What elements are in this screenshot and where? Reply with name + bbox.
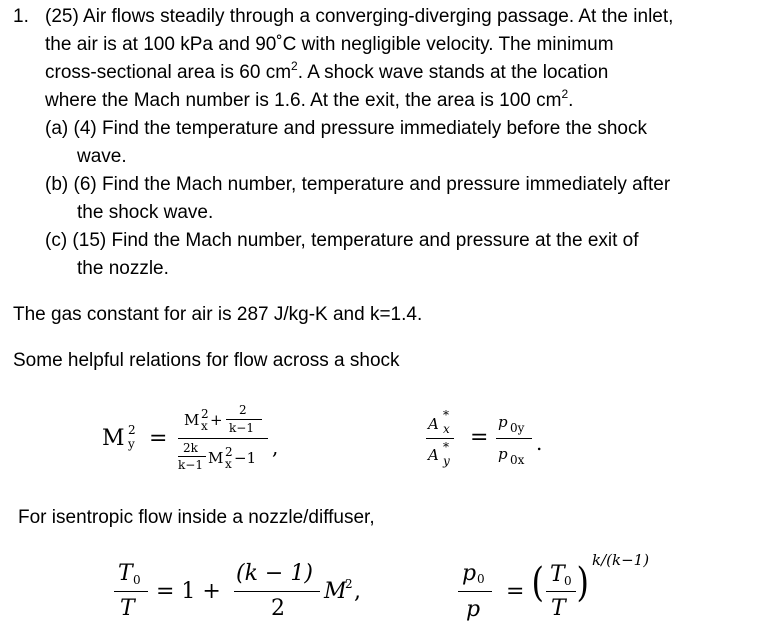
eq3-right-bar [234, 591, 320, 592]
eq2-p-den: p [498, 445, 508, 463]
eq4-exponent: k/(k−1) [592, 551, 650, 569]
eq2-a-num-sub: x [443, 422, 450, 436]
part-c-line-1: (c) (15) Find the Mach number, temperature and pressure at the exit of [45, 230, 639, 251]
part-c-line-2: the nozzle. [77, 258, 169, 279]
eq4-in-num: T [550, 562, 565, 587]
eq3-num: T [118, 561, 133, 586]
problem-line-1: (25) Air flows steadily through a converging-diverging passage. At the inlet, [45, 6, 674, 27]
eq4-num: p [462, 561, 477, 586]
eq1-den-tail: −1 [234, 449, 257, 467]
eq3-frac-num: (k − 1) [236, 561, 313, 586]
problem-line-3-tail: . A shock wave stands at the location [297, 62, 609, 83]
eq1-main-bar [178, 438, 268, 439]
eq1-den-m: M [208, 449, 224, 467]
eq4-equals: = [506, 579, 525, 604]
shock-relations-text: Some helpful relations for flow across a shock [13, 350, 400, 371]
eq2-p-num: p [498, 413, 508, 431]
eq3-frac-den: 2 [271, 596, 285, 621]
eq4-lparen: ( [531, 560, 545, 606]
problem-line-2: the air is at 100 kPa and 90˚C with negligible velocity. The minimum [45, 34, 614, 55]
eq1-equals: = [149, 426, 168, 451]
eq1-num-sub: x [201, 419, 208, 433]
gas-constant-text: The gas constant for air is 287 J/kg-K and k=1.4. [13, 304, 423, 325]
problem-number: 1. [13, 6, 29, 27]
eq1-lhs-sub: y [128, 437, 135, 451]
eq1-lhs-sup: 2 [128, 423, 136, 437]
part-b-line-2: the shock wave. [77, 202, 214, 223]
problem-line-4-sup: 2 [561, 87, 569, 101]
eq4-den: p [466, 597, 481, 622]
eq3-rhs: = 1 + [156, 579, 221, 604]
eq4-left-bar [458, 591, 492, 592]
eq4-in-den: T [551, 596, 566, 621]
eq3-den: T [120, 596, 135, 621]
problem-line-4-text: where the Mach number is 1.6. At the exit, the area is 100 cm [45, 90, 562, 111]
problem-line-4 [45, 87, 574, 112]
problem-line-3-sup: 2 [291, 59, 298, 73]
eq2-p-den-sub: 0x [510, 453, 525, 467]
part-b-line-1: (b) (6) Find the Mach number, temperature and pressure immediately after [45, 174, 671, 195]
eq4-num-sub: 0 [477, 572, 485, 586]
eq2-period: . [536, 431, 543, 455]
eq1-frac-den: k−1 [229, 421, 254, 435]
eq1-num-plus: + [210, 411, 223, 429]
eq3-m: M [324, 579, 347, 604]
part-a-line-1: (a) (4) Find the temperature and pressure immediately before the shock [45, 118, 647, 139]
eq1-num-m: M [184, 411, 200, 429]
eq1-den-frac-num: 2k [183, 441, 198, 455]
eq1-den-sup: 2 [225, 445, 233, 459]
eq1-den-frac-den: k−1 [178, 458, 203, 472]
eq1-frac-num: 2 [239, 403, 247, 417]
eq2-equals: = [470, 425, 489, 450]
eq3-comma: , [354, 579, 361, 604]
eq2-right-bar [496, 438, 532, 439]
eq2-a-den: A [428, 446, 439, 464]
eq1-den-sub: x [225, 457, 232, 471]
eq3-m-sup: 2 [345, 577, 353, 591]
eq3-left-bar [114, 591, 148, 592]
problem-line-3-text: cross-sectional area is 60 cm [45, 62, 292, 83]
eq2-a-den-sub: y [443, 454, 450, 468]
part-a-line-2: wave. [77, 146, 127, 167]
eq2-left-bar [426, 438, 454, 439]
eq1-inner-den-bar [178, 456, 206, 457]
eq4-rparen: ) [576, 560, 590, 606]
eq3-num-sub: 0 [133, 573, 141, 587]
eq2-a-den-sup: * [443, 440, 449, 454]
eq4-in-num-sub: 0 [564, 574, 572, 588]
isentropic-text: For isentropic flow inside a nozzle/diffuser, [18, 507, 375, 528]
eq2-a-num: A [428, 415, 439, 433]
eq4-inner-bar [546, 591, 576, 592]
eq2-a-num-sup: * [443, 408, 449, 422]
problem-line-3 [45, 59, 609, 84]
eq1-comma: , [272, 435, 279, 459]
eq1-lhs: M [102, 426, 125, 451]
eq1-inner-num-bar [226, 419, 262, 420]
eq2-p-num-sub: 0y [510, 421, 525, 435]
eq1-num-sup: 2 [201, 407, 209, 421]
problem-line-4-tail: . [568, 90, 574, 111]
